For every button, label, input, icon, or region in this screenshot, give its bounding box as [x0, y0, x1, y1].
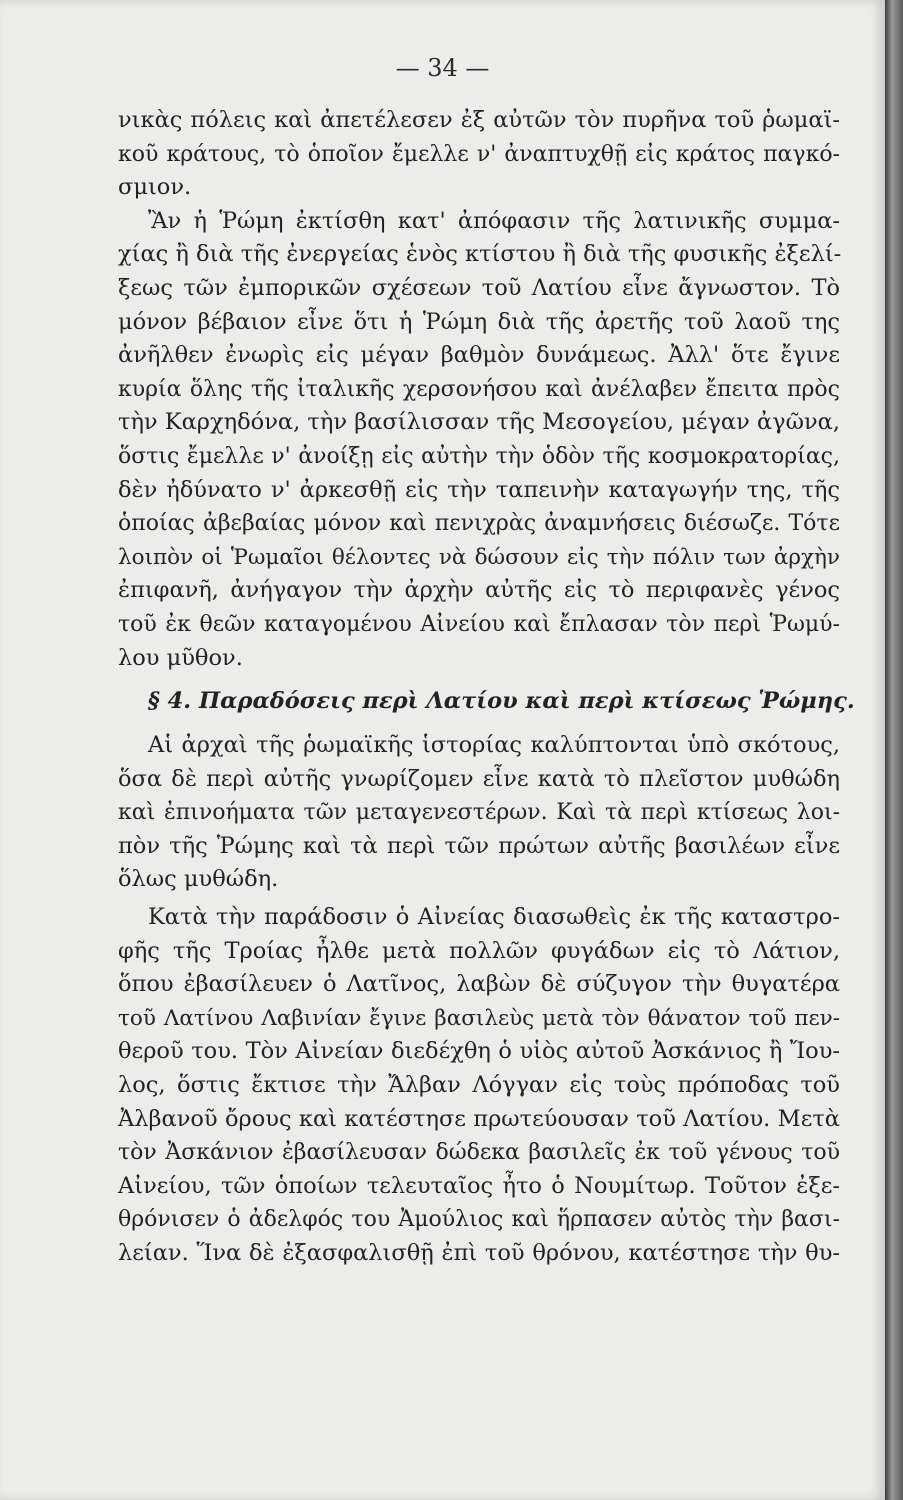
text-line: Αἱ ἀρχαὶ τῆς ῥωμαϊκῆς ἱστορίας καλύπτονται ὑπὸ σκότους, — [148, 732, 840, 759]
text-line: ὅσα δὲ περὶ αὐτῆς γνωρίζομεν εἶνε κατὰ τὸ πλεῖστον μυθώδη — [118, 765, 840, 792]
paragraph-4 — [118, 901, 840, 1271]
text-line: ὅστις ἔμελλε ν' ἀνοίξῃ εἰς αὐτὴν τὴν ὁδὸν τῆς κοσμοκρατορίας, — [118, 443, 840, 469]
text-line: ἀνῆλθεν ἐνωρὶς εἰς μέγαν βαθμὸν δυνάμεως. Ἀλλ' ὅτε ἔγινε — [118, 342, 840, 369]
text-line: ὅλως μυθώδη. — [118, 866, 279, 893]
text-line: τὸν Ἀσκάνιον ἐβασίλευσαν δώδεκα βασιλεῖς ἐκ τοῦ γένους τοῦ — [118, 1140, 840, 1166]
paragraph-3 — [118, 729, 840, 897]
text-line: θρόνισεν ὁ ἀδελφός του Ἀμούλιος καὶ ἥρπασεν αὐτὸς τὴν βασι- — [118, 1207, 840, 1233]
text-line: πὸν τῆς Ῥώμης καὶ τὰ περὶ τῶν πρώτων αὐτῆς βασιλέων εἶνε — [118, 832, 840, 859]
text-line: τοῦ Λατίνου Λαβινίαν ἔγινε βασιλεὺς μετὰ τὸν θάνατον τοῦ πεν- — [118, 1005, 840, 1031]
page-text — [118, 104, 855, 1271]
text-line: Ἀλβανοῦ ὄρους καὶ κατέστησε πρωτεύουσαν τοῦ Λατίου. Μετὰ — [118, 1105, 840, 1132]
text-line: Κατὰ τὴν παράδοσιν ὁ Αἰνείας διασωθεὶς ἐκ τῆς καταστρο- — [148, 904, 840, 931]
text-line: λος, ὅστις ἔκτισε τὴν Ἄλβαν Λόγγαν εἰς τοὺς πρόποδας τοῦ — [118, 1072, 840, 1099]
section-heading: § 4. Παραδόσεις περὶ Λατίου καὶ περὶ κτίσεως Ῥώμης. — [148, 688, 855, 715]
text-line: θεροῦ του. Τὸν Αἰνείαν διεδέχθη ὁ υἱὸς αὐτοῦ Ἀσκάνιος ἢ Ἴου- — [118, 1038, 840, 1065]
page-edge — [885, 0, 903, 1500]
text-line: τὴν Καρχηδόνα, τὴν βασίλισσαν τῆς Μεσογείου, μέγαν ἀγῶνα, — [118, 409, 840, 436]
text-line: σμιον. — [118, 174, 192, 201]
text-line: χίας ἢ διὰ τῆς ἐνεργείας ἑνὸς κτίστου ἢ διὰ τῆς φυσικῆς ἐξελί- — [118, 241, 842, 268]
text-line: κοῦ κράτους, τὸ ὁποῖον ἔμελλε ν' ἀναπτυχθῇ εἰς κράτος παγκό- — [118, 141, 840, 167]
text-line: λου μῦθον. — [118, 644, 243, 671]
text-line: ἐπιφανῆ, ἀνήγαγον τὴν ἀρχὴν αὐτῆς εἰς τὸ περιφανὲς γένος — [118, 577, 840, 604]
paragraph-1 — [118, 104, 840, 205]
text-line: Αἰνείου, τῶν ὁποίων τελευταῖος ἦτο ὁ Νουμίτωρ. Τοῦτον ἐξε- — [118, 1172, 840, 1199]
text-line: λείαν. Ἵνα δὲ ἐξασφαλισθῇ ἐπὶ τοῦ θρόνου, κατέστησε τὴν θυ- — [118, 1240, 840, 1266]
paragraph-2 — [118, 205, 840, 675]
text-line: ὁποίας ἀβεβαίας μόνον καὶ πενιχρὰς ἀναμνήσεις διέσωζε. Τότε — [118, 511, 840, 537]
text-line: φῆς τῆς Τροίας ἦλθε μετὰ πολλῶν φυγάδων εἰς τὸ Λάτιον, — [118, 937, 840, 964]
text-line: τοῦ ἐκ θεῶν καταγομένου Αἰνείου καὶ ἔπλασαν τὸν περὶ Ῥωμύ- — [118, 611, 840, 637]
text-line: κυρία ὅλης τῆς ἰταλικῆς χερσονήσου καὶ ἀνέλαβεν ἔπειτα πρὸς — [118, 376, 840, 402]
text-line: λοιπὸν οἱ Ῥωμαῖοι θέλοντες νὰ δώσουν εἰς τὴν πόλιν των ἀρχὴν — [118, 544, 840, 570]
text-line: Ἂν ἡ Ῥώμη ἐκτίσθη κατ' ἀπόφασιν τῆς λατινικῆς συμμα- — [148, 207, 840, 234]
text-line: νικὰς πόλεις καὶ ἀπετέλεσεν ἐξ αὐτῶν τὸν πυρῆνα τοῦ ῥωμαϊ- — [118, 107, 840, 133]
page-number: — 34 — — [395, 54, 490, 82]
text-line: δὲν ἠδύνατο ν' ἀρκεσθῇ εἰς τὴν ταπεινὴν καταγωγήν της, τῆς — [118, 476, 840, 503]
text-line: ὅπου ἐβασίλευεν ὁ Λατῖνος, λαβὼν δὲ σύζυγον τὴν θυγατέρα — [118, 971, 840, 998]
text-line: ξεως τῶν ἐμπορικῶν σχέσεων τοῦ Λατίου εἶνε ἄγνωστον. Τὸ — [118, 274, 840, 301]
text-line: καὶ ἐπινοήματα τῶν μεταγενεστέρων. Καὶ τὰ περὶ κτίσεως λοι- — [118, 800, 840, 826]
text-line: μόνον βέβαιον εἶνε ὅτι ἡ Ῥώμη διὰ τῆς ἀρετῆς τοῦ λαοῦ της — [118, 308, 840, 335]
